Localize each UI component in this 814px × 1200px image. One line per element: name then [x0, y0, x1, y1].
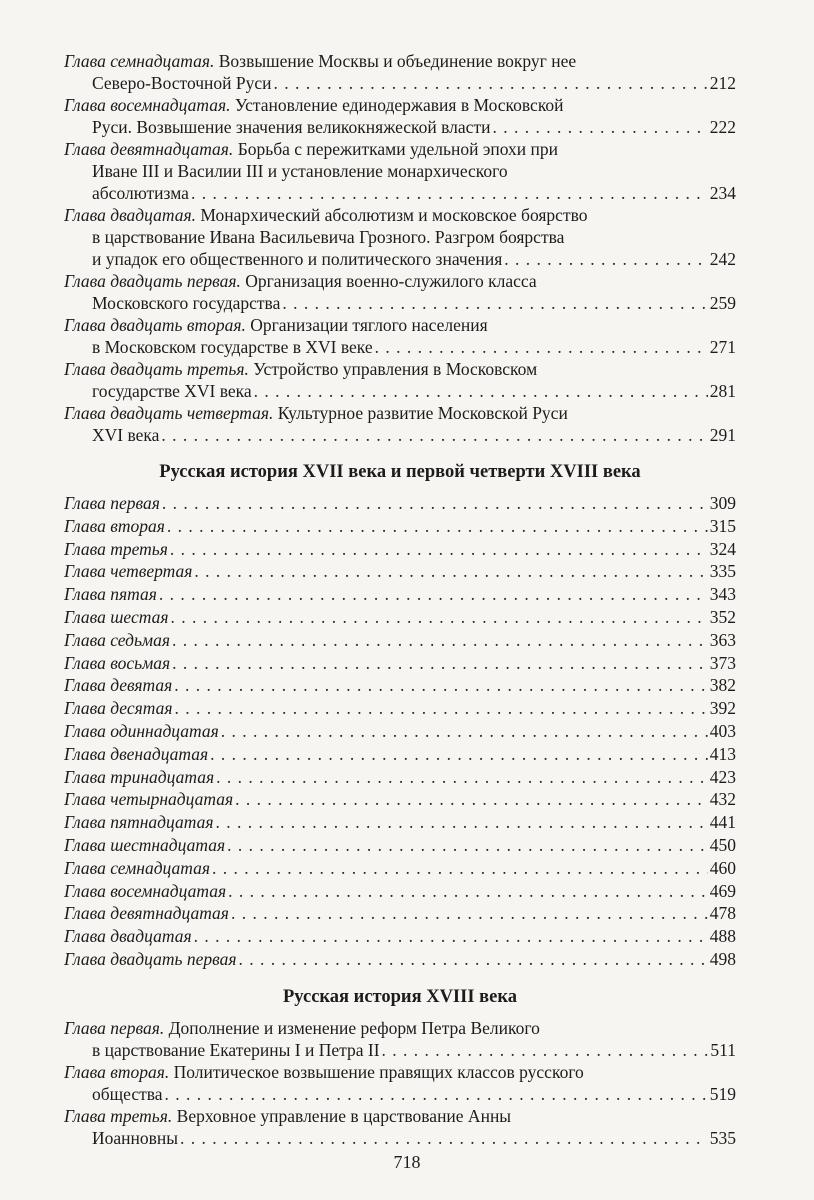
- page-ref: 460: [709, 857, 736, 878]
- chapter-title: Глава двадцать вторая.: [64, 315, 246, 335]
- toc-entry: [64, 50, 736, 94]
- toc-entry: [64, 515, 736, 538]
- page-ref: 392: [709, 698, 736, 719]
- toc-entry: [64, 880, 736, 903]
- leader-dots: [238, 948, 707, 971]
- section-title-xvii: Русская история XVII века и первой четверти XVIII века: [159, 462, 641, 482]
- chapter-description: Верховное управление в царствование Анны: [176, 1105, 512, 1126]
- toc-section-c: [64, 1017, 736, 1149]
- leader-dots: [274, 72, 708, 94]
- toc-section-a: [64, 50, 736, 446]
- chapter-title: Глава девятнадцатая: [64, 903, 229, 924]
- page-ref: 222: [709, 117, 736, 137]
- toc-entry: [64, 652, 736, 675]
- chapter-title: Глава восьмая: [64, 652, 171, 673]
- section-title-xviii: Русская история XVIII века: [283, 986, 517, 1007]
- leader-dots: [172, 629, 708, 652]
- page-ref: 450: [709, 834, 736, 855]
- toc-entry: [64, 743, 736, 766]
- toc-entry: [64, 1017, 736, 1061]
- leader-dots: [172, 652, 708, 675]
- chapter-title: Глава восемнадцатая.: [64, 95, 231, 115]
- leader-dots: [162, 492, 708, 515]
- leader-dots: [159, 583, 708, 606]
- chapter-description: в Московском государстве в XVI веке: [92, 337, 373, 357]
- leader-dots: [174, 674, 707, 697]
- toc-entry: [64, 697, 736, 720]
- leader-dots: [228, 880, 708, 903]
- toc-entry: [64, 674, 736, 697]
- toc-entry: [64, 583, 736, 606]
- toc-entry: [64, 902, 736, 925]
- chapter-description: Руси. Возвышение значения великокняжеской власти: [92, 117, 491, 137]
- page-ref: 423: [709, 766, 736, 787]
- page-ref: 441: [709, 812, 736, 833]
- chapter-description: Культурное развитие Московской Руси: [277, 403, 568, 423]
- toc-entry: [64, 925, 736, 948]
- leader-dots: [254, 380, 708, 402]
- chapter-description: Дополнение и изменение реформ Петра Великого: [168, 1017, 540, 1038]
- chapter-title: Глава восемнадцатая: [64, 880, 227, 901]
- page-number: 718: [393, 1152, 421, 1172]
- chapter-title: Глава седьмая: [64, 629, 170, 650]
- chapter-title: Глава четырнадцатая: [64, 789, 234, 810]
- chapter-description: и упадок его общественного и политического значения: [92, 249, 503, 269]
- toc-entry: [64, 834, 736, 857]
- page-ref: 315: [709, 515, 736, 536]
- chapter-title: Глава двадцать первая.: [64, 271, 241, 291]
- chapter-title: Глава девятнадцатая.: [64, 139, 234, 159]
- toc-entry: [64, 766, 736, 789]
- page-ref: 309: [709, 493, 736, 513]
- page-ref: 519: [709, 1083, 736, 1104]
- page-ref: 234: [709, 183, 736, 203]
- page-ref: 291: [709, 425, 736, 445]
- toc-entry: [64, 857, 736, 880]
- page-ref: 271: [709, 337, 736, 357]
- chapter-description: Возвышение Москвы и объединение вокруг нее: [218, 51, 577, 71]
- chapter-title: Глава вторая.: [64, 1061, 170, 1082]
- page-ref: 363: [709, 629, 736, 650]
- leader-dots: [161, 424, 707, 446]
- page-ref: 535: [709, 1127, 736, 1148]
- leader-dots: [180, 1127, 708, 1149]
- chapter-description: абсолютизма: [92, 183, 189, 203]
- leader-dots: [375, 336, 708, 358]
- chapter-title: Глава десятая: [64, 698, 173, 719]
- page-ref: 469: [709, 880, 736, 901]
- leader-dots: [227, 834, 708, 857]
- toc-entry: [64, 138, 736, 204]
- chapter-title: Глава тринадцатая: [64, 766, 215, 787]
- chapter-title: Глава двадцатая: [64, 926, 192, 947]
- chapter-description: в царствование Ивана Васильевича Грозного. Разгром боярства: [92, 227, 565, 247]
- chapter-title: Глава двадцать первая: [64, 948, 237, 969]
- page-ref: 212: [709, 73, 736, 93]
- page-ref: 373: [709, 652, 736, 673]
- chapter-description: Установление единодержавия в Московской: [234, 95, 564, 115]
- page-ref: 498: [709, 948, 736, 969]
- page-ref: 281: [709, 381, 736, 401]
- toc-entry: [64, 314, 736, 358]
- toc-entry: [64, 1105, 736, 1149]
- leader-dots: [282, 292, 707, 314]
- chapter-title: Глава семнадцатая: [64, 857, 210, 878]
- page-ref: 478: [709, 903, 736, 924]
- leader-dots: [167, 515, 708, 538]
- toc-entry: [64, 811, 736, 834]
- toc-entry: [64, 270, 736, 314]
- leader-dots: [210, 743, 708, 766]
- chapter-description: Северо-Восточной Руси: [92, 73, 272, 93]
- chapter-description: общества: [92, 1083, 163, 1104]
- chapter-title: Глава двадцать третья.: [64, 359, 249, 379]
- page-ref: 403: [709, 720, 736, 741]
- page-ref: 352: [709, 606, 736, 627]
- page-ref: 488: [709, 926, 736, 947]
- page-ref: 413: [709, 743, 736, 764]
- chapter-description: Устройство управления в Московском: [253, 359, 538, 379]
- leader-dots: [492, 116, 707, 138]
- toc-entry: [64, 720, 736, 743]
- leader-dots: [170, 538, 708, 561]
- chapter-description: в царствование Екатерины I и Петра II: [92, 1039, 380, 1060]
- toc-entry: [64, 606, 736, 629]
- chapter-title: Глава пятнадцатая: [64, 812, 214, 833]
- toc-entry: [64, 788, 736, 811]
- chapter-description: Иоанновны: [92, 1127, 179, 1148]
- leader-dots: [235, 788, 708, 811]
- toc-section-b: [64, 492, 736, 971]
- chapter-title: Глава вторая: [64, 515, 165, 536]
- leader-dots: [191, 182, 708, 204]
- leader-dots: [174, 697, 707, 720]
- leader-dots: [231, 902, 708, 925]
- chapter-title: Глава двенадцатая: [64, 743, 209, 764]
- leader-dots: [221, 720, 708, 743]
- chapter-title: Глава шестнадцатая: [64, 834, 226, 855]
- chapter-title: Глава третья.: [64, 1105, 173, 1126]
- toc-page: [64, 50, 736, 1149]
- chapter-title: Глава одиннадцатая: [64, 720, 219, 741]
- leader-dots: [382, 1039, 709, 1061]
- leader-dots: [194, 560, 707, 583]
- leader-dots: [170, 606, 707, 629]
- page-ref: 511: [710, 1039, 736, 1060]
- page-ref: 382: [709, 675, 736, 696]
- toc-entry: [64, 560, 736, 583]
- chapter-description: Политическое возвышение правящих классов русского: [173, 1061, 584, 1082]
- page-ref: 324: [709, 538, 736, 559]
- toc-entry: [64, 402, 736, 446]
- toc-entry: [64, 358, 736, 402]
- chapter-title: Глава двадцать четвертая.: [64, 403, 274, 423]
- chapter-title: Глава семнадцатая.: [64, 51, 215, 71]
- chapter-description: Организации тяглого населения: [250, 315, 488, 335]
- chapter-title: Глава пятая: [64, 584, 157, 605]
- toc-entry: [64, 629, 736, 652]
- chapter-title: Глава первая: [64, 493, 160, 513]
- page-ref: 259: [709, 293, 736, 313]
- chapter-description: XVI века: [92, 425, 160, 445]
- leader-dots: [165, 1083, 708, 1105]
- chapter-title: Глава третья: [64, 538, 168, 559]
- chapter-title: Глава шестая: [64, 606, 169, 627]
- page-ref: 343: [709, 584, 736, 605]
- leader-dots: [215, 811, 707, 834]
- chapter-description: Иване III и Василии III и установление монархического: [92, 161, 508, 181]
- toc-entry: [64, 1061, 736, 1105]
- chapter-title: Глава двадцатая.: [64, 205, 196, 225]
- leader-dots: [504, 248, 708, 270]
- toc-entry: [64, 94, 736, 138]
- leader-dots: [216, 766, 708, 789]
- chapter-title: Глава четвертая: [64, 561, 193, 582]
- chapter-title: Глава первая.: [64, 1017, 165, 1038]
- page-ref: 242: [709, 249, 736, 269]
- toc-entry: [64, 538, 736, 561]
- toc-entry: [64, 492, 736, 515]
- toc-entry: [64, 204, 736, 270]
- toc-entry: [64, 948, 736, 971]
- chapter-description: Борьба с пережитками удельной эпохи при: [237, 139, 559, 159]
- chapter-description: Монархический абсолютизм и московское боярство: [200, 205, 588, 225]
- page-ref: 335: [709, 561, 736, 582]
- chapter-description: Московского государства: [92, 293, 281, 313]
- chapter-description: Организация военно-служилого класса: [245, 271, 537, 291]
- page-ref: 432: [709, 789, 736, 810]
- chapter-title: Глава девятая: [64, 675, 173, 696]
- chapter-description: государстве XVI века: [92, 381, 252, 401]
- leader-dots: [194, 925, 708, 948]
- leader-dots: [212, 857, 708, 880]
